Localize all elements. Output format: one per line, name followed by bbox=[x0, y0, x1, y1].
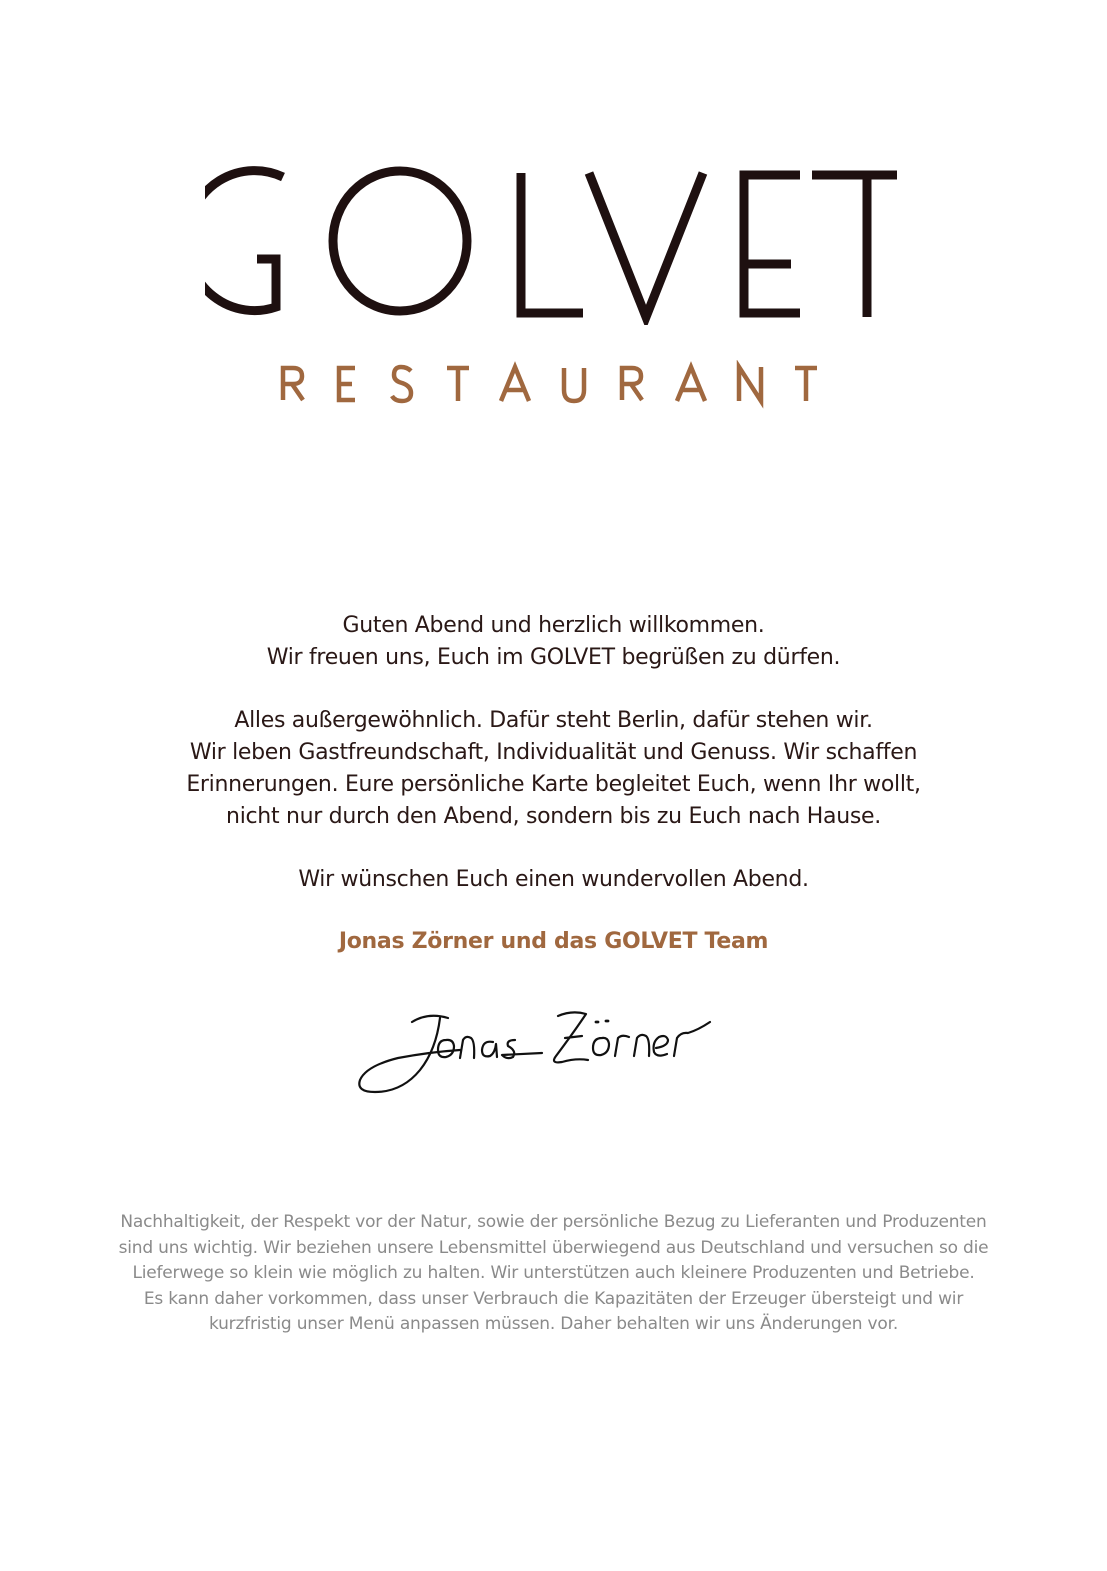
philosophy-line: Erinnerungen. Eure persönliche Karte begleitet Euch, wenn Ihr wollt, bbox=[186, 772, 921, 797]
signature-graphic bbox=[350, 1000, 720, 1105]
logo-letter-v bbox=[589, 173, 703, 317]
logo-letter-t bbox=[812, 175, 897, 317]
golvet-logo bbox=[205, 165, 905, 325]
logo-letter-o bbox=[333, 171, 467, 311]
footer-line: Es kann daher vorkommen, dass unser Verbrauch die Kapazitäten der Erzeuger übersteigt und wir bbox=[143, 1288, 964, 1309]
footer-line: Nachhaltigkeit, der Respekt vor der Natur, sowie der persönliche Bezug zu Lieferanten und Produzenten bbox=[120, 1212, 987, 1232]
philosophy-line: Wir leben Gastfreundschaft, Individualität und Genuss. Wir schaffen bbox=[189, 740, 918, 765]
restaurant-wordmark bbox=[275, 360, 835, 410]
welcome-text bbox=[0, 610, 1107, 896]
footer-line: sind uns wichtig. Wir beziehen unsere Lebensmittel überwiegend aus Deutschland und versuchen so die bbox=[118, 1237, 989, 1258]
restaurant-subtitle bbox=[275, 360, 835, 410]
philosophy-line: nicht nur durch den Abend, sondern bis zu Euch nach Hause. bbox=[226, 804, 881, 829]
sustainability-note bbox=[80, 1210, 1027, 1338]
logo-letter-l bbox=[521, 173, 583, 313]
handwritten-signature bbox=[350, 1000, 720, 1105]
golvet-wordmark bbox=[205, 165, 905, 325]
welcome-line: Wir freuen uns, Euch im GOLVET begrüßen zu dürfen. bbox=[266, 645, 841, 670]
footer-line: kurzfristig unser Menü anpassen müssen. Daher behalten wir uns Änderungen vor. bbox=[208, 1314, 899, 1334]
welcome-line: Guten Abend und herzlich willkommen. bbox=[342, 613, 765, 638]
philosophy-line: Alles außergewöhnlich. Dafür steht Berlin, dafür stehen wir. bbox=[234, 708, 873, 733]
logo-letter-e bbox=[744, 175, 800, 313]
wish-line: Wir wünschen Euch einen wundervollen Abend. bbox=[298, 867, 809, 892]
footer-line: Lieferwege so klein wie möglich zu halten. Wir unterstützen auch kleinere Produzenten und Betriebe. bbox=[132, 1263, 975, 1283]
team-signoff: Jonas Zörner und das GOLVET Team bbox=[338, 929, 769, 954]
logo-letter-g bbox=[205, 171, 283, 311]
